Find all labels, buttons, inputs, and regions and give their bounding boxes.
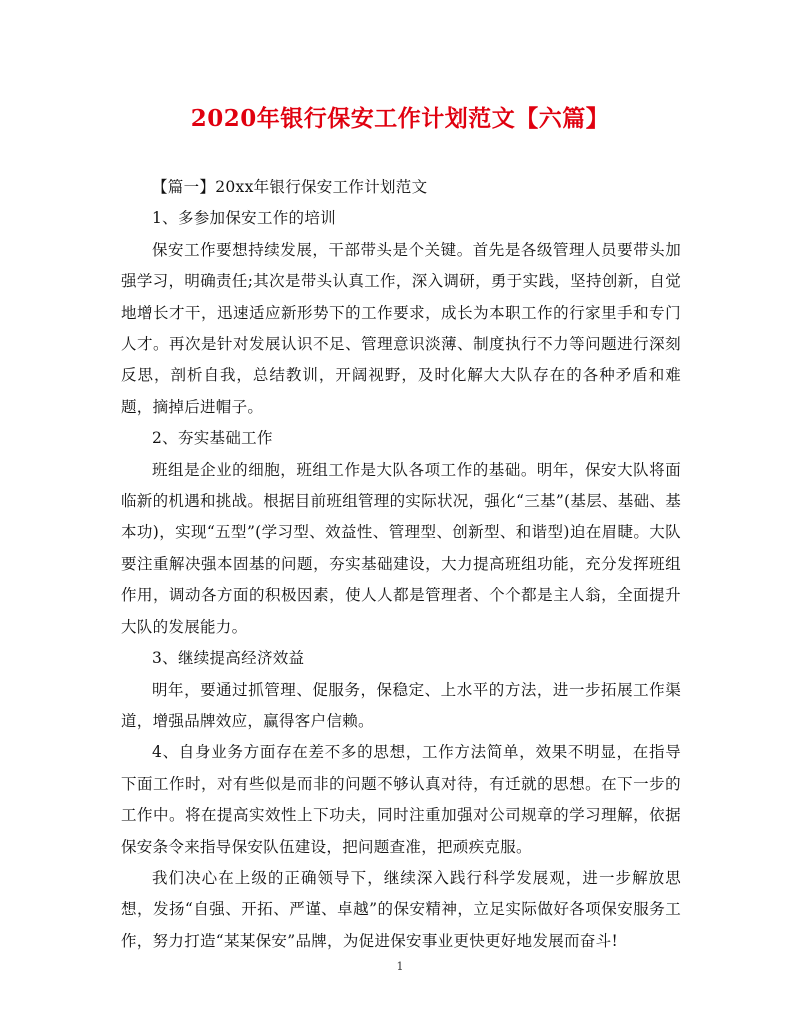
paragraph-economic-benefit: 明年，要通过抓管理、促服务，保稳定、上水平的方法，进一步拓展工作渠道，增强品牌效应，赢得客户信赖。 [121,680,681,730]
paragraph-leadership: 保安工作要想持续发展，干部带头是个关键。首先是各级管理人员要带头加强学习，明确责任;其次是带头认真工作，深入调研，勇于实践，坚持创新，自觉地增长才干，迅速适应新形势下的工作要求，成长为本职工作的行家里手和专门人才。再次是针对发展认识不足、管理意识淡薄、制度执行不力等问题进行深刻反思，剖析自我，总结教训，开阔视野，及时化解大大队存在的各种矛盾和难题，摘掉后进帽子。 [121,240,681,416]
paragraph-conclusion: 我们决心在上级的正确领导下，继续深入践行科学发展观，进一步解放思想，发扬“自强、开拓、严谨、卓越”的保安精神，立足实际做好各项保安服务工作，努力打造“某某保安”品牌，为促进保安事业更快更好地发展而奋斗! [121,868,681,950]
item-heading-foundation: 2、夯实基础工作 [152,429,273,448]
paragraph-team-building: 班组是企业的细胞，班组工作是大队各项工作的基础。明年，保安大队将面临新的机遇和挑战。根据目前班组管理的实际状况，强化“三基”(基层、基础、基本功)，实现“五型”(学习型、效益性、管理型、创新型、和谐型)迫在眉睫。大队要注重解决强本固基的问题，夯实基础建设，大力提高班组功能，充分发挥班组作用，调动各方面的积极因素，使人人都是管理者、个个都是主人翁，全面提升大队的发展能力。 [121,460,681,636]
item-heading-economic-benefit: 3、继续提高经济效益 [152,649,305,668]
item-heading-training: 1、多参加保安工作的培训 [152,209,336,228]
page-number: 1 [396,960,404,973]
section-heading-part-one: 【篇一】20xx年银行保安工作计划范文 [152,178,428,196]
document-body [121,172,681,957]
document-title: 2020年银行保安工作计划范文【六篇】 [190,105,610,132]
paragraph-self-improvement: 4、自身业务方面存在差不多的思想，工作方法简单，效果不明显，在指导下面工作时，对有些似是而非的问题不够认真对待，有迁就的思想。在下一步的工作中。将在提高实效性上下功夫，同时注重加强对公司规章的学习理解，依据保安条令来指导保安队伍建设，把问题查准，把顽疾克服。 [121,743,681,856]
